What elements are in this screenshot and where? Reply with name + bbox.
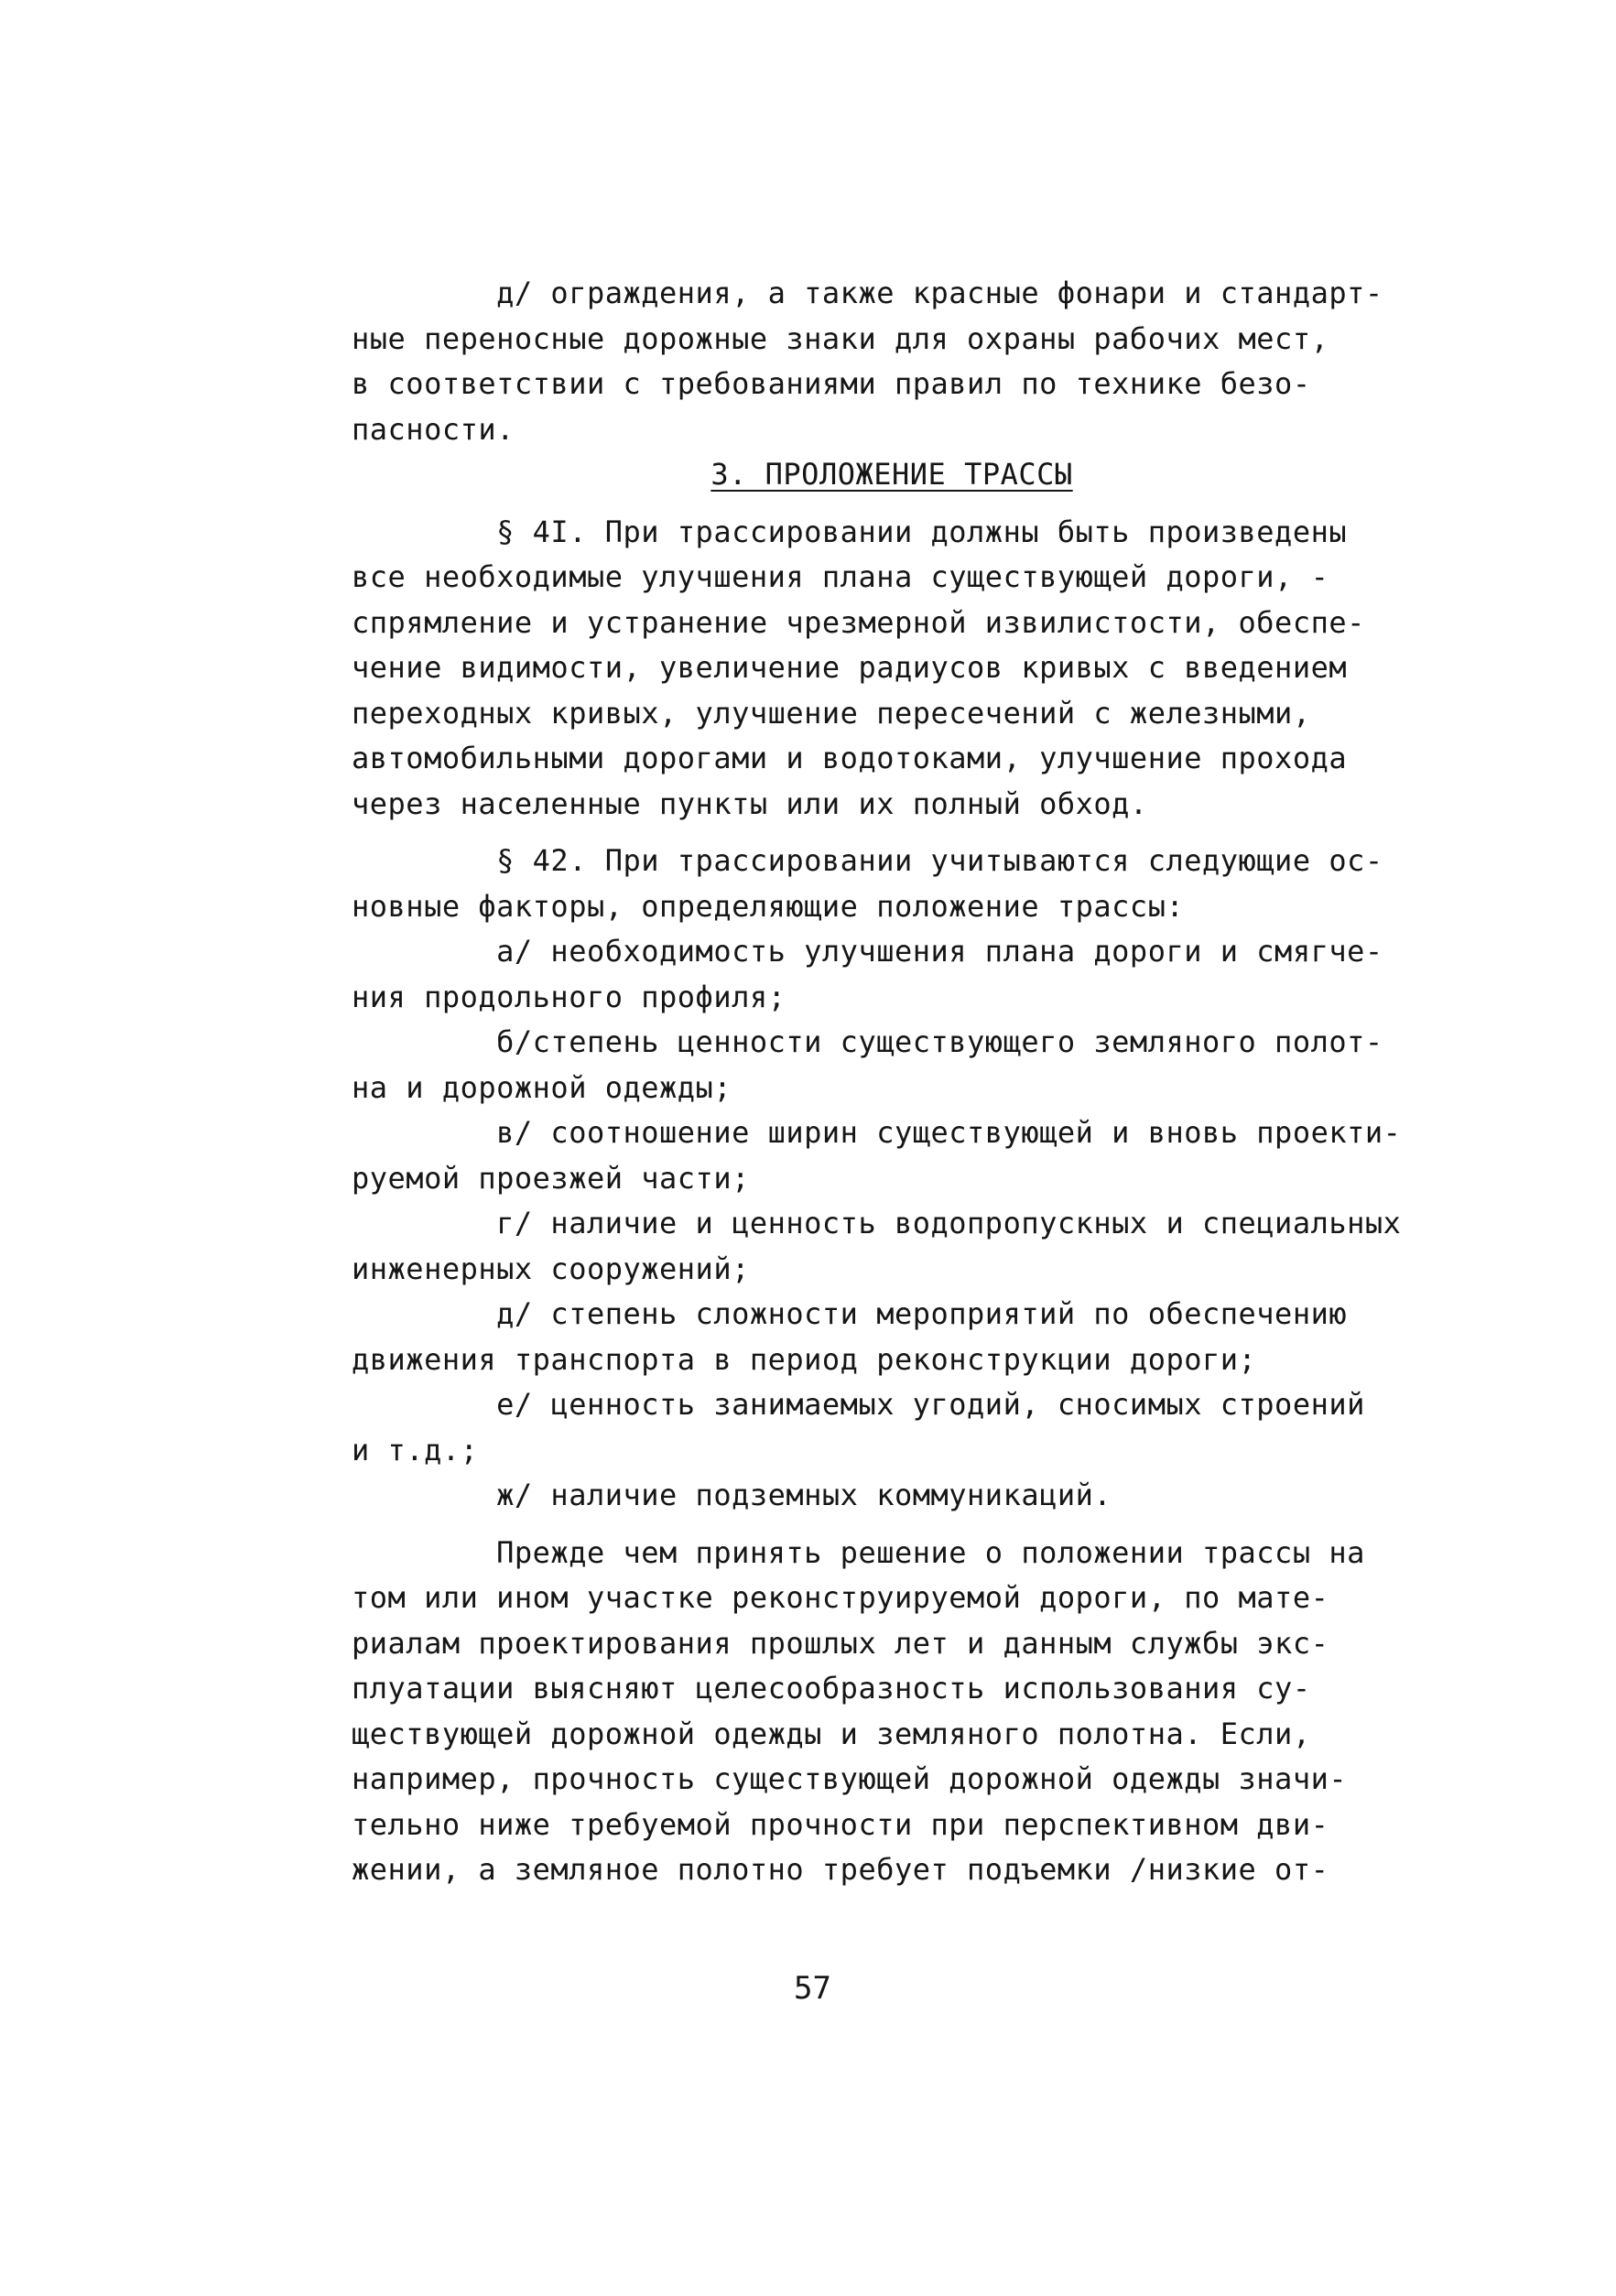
list-item-g: г/ наличие и ценность водопропускных и специальных bbox=[352, 1206, 1402, 1240]
page-number: 57 bbox=[794, 1970, 831, 2007]
text-line: инженерных сооружений; bbox=[352, 1251, 750, 1286]
list-item-v: в/ соотношение ширин существующей и вновь проекти- bbox=[352, 1115, 1402, 1150]
text-line: пасности. bbox=[352, 411, 515, 447]
paragraph-41 bbox=[352, 510, 1405, 828]
text-line: движения транспорта в период реконструкции дороги; bbox=[352, 1341, 1257, 1377]
paragraph-final bbox=[352, 1531, 1405, 1893]
list-item-d: д/ степень сложности мероприятий по обеспечению bbox=[352, 1296, 1348, 1331]
text-line: в соответствии с требованиями правил по технике безо- bbox=[352, 366, 1311, 401]
section-heading: 3. ПРОЛОЖЕНИЕ ТРАССЫ bbox=[710, 457, 1073, 492]
text-line: § 4I. При трассировании должны быть произведены bbox=[352, 514, 1348, 549]
paragraph-d-guard bbox=[352, 271, 1405, 452]
text-line: новные факторы, определяющие положение трассы: bbox=[352, 888, 1185, 924]
text-line: спрямление и устранение чрезмерной извилистости, обеспе- bbox=[352, 604, 1365, 640]
document-body bbox=[352, 271, 1405, 1893]
list-item-b: б/степень ценности существующего земляного полот- bbox=[352, 1024, 1383, 1059]
text-line: риалам проектирования прошлых лет и данным службы экс- bbox=[352, 1625, 1329, 1661]
text-line: на и дорожной одежды; bbox=[352, 1069, 732, 1105]
text-line: через населенные пункты или их полный обход. bbox=[352, 785, 1148, 821]
paragraph-42 bbox=[352, 839, 1405, 1519]
text-line: например, прочность существующей дорожной одежды значи- bbox=[352, 1761, 1348, 1796]
text-line: том или ином участке реконструируемой дороги, по мате- bbox=[352, 1580, 1329, 1615]
list-item-zh: ж/ наличие подземных коммуникаций. bbox=[352, 1478, 1112, 1512]
text-line: автомобильными дорогами и водотоками, улучшение прохода bbox=[352, 741, 1348, 775]
text-line: ные переносные дорожные знаки для охраны рабочих мест, bbox=[352, 320, 1329, 356]
list-item-a: а/ необходимость улучшения плана дороги и смягче- bbox=[352, 934, 1383, 969]
text-line: и т.д.; bbox=[352, 1432, 479, 1467]
section-heading-wrap bbox=[352, 452, 1405, 498]
text-line: Прежде чем принять решение о положении трассы на bbox=[352, 1534, 1365, 1570]
text-line: тельно ниже требуемой прочности при перспективном дви- bbox=[352, 1806, 1329, 1842]
text-line: ния продольного профиля; bbox=[352, 979, 786, 1014]
text-line: жении, а земляное полотно требует подъемки /низкие от- bbox=[352, 1852, 1329, 1887]
text-line: переходных кривых, улучшение пересечений с железными, bbox=[352, 695, 1311, 731]
list-item-e: е/ ценность занимаемых угодий, сносимых строений bbox=[352, 1387, 1365, 1422]
text-line: плуатации выясняют целесообразность использования су- bbox=[352, 1671, 1311, 1706]
text-line: руемой проезжей части; bbox=[352, 1160, 750, 1196]
text-line: д/ ограждения, а также красные фонари и стандарт- bbox=[352, 276, 1383, 310]
text-line: § 42. При трассировании учитываются следующие ос- bbox=[352, 843, 1383, 878]
text-line: чение видимости, увеличение радиусов кривых с введением bbox=[352, 650, 1348, 685]
text-line: ществующей дорожной одежды и земляного полотна. Если, bbox=[352, 1716, 1311, 1751]
text-line: все необходимые улучшения плана существующей дороги, - bbox=[352, 559, 1329, 594]
